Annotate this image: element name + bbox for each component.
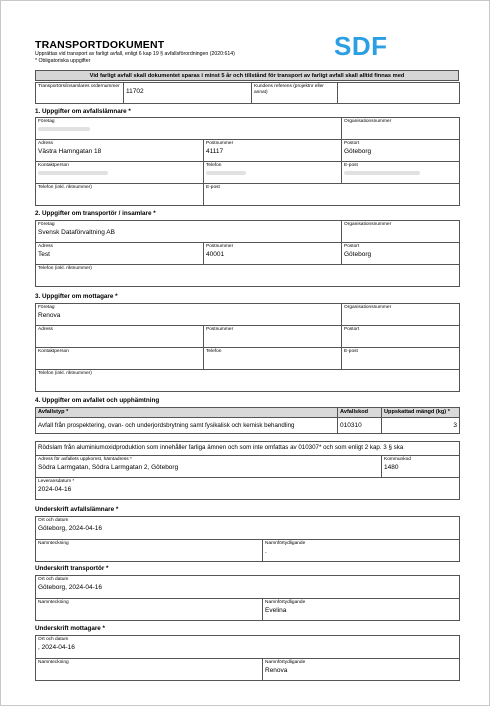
retention-banner: Vid farligt avfall skall dokumentet sparas i minst 5 år och tillstånd för transport av farligt avfall skall alltid finnas med: [35, 70, 459, 81]
sig2-name-cell[interactable]: [263, 599, 460, 621]
redacted-mark: [38, 171, 108, 175]
sig1-sign-cell[interactable]: [36, 540, 263, 562]
s2-orgnr-label: Organisationsnummer: [344, 222, 392, 227]
s3-phone2-label: Telefon (inkl. riktnummer): [38, 371, 92, 376]
s1-contact-cell[interactable]: [36, 162, 204, 184]
s2-phone-label: Telefon (inkl. riktnummer): [38, 266, 92, 271]
sig3-name-cell[interactable]: [263, 659, 460, 681]
sig1-name-value: .: [265, 548, 267, 555]
kommun-cell[interactable]: [382, 456, 460, 478]
sig2-place-cell[interactable]: [36, 576, 460, 599]
waste-type-header: Avfallstyp *: [36, 408, 338, 418]
s2-phone-cell[interactable]: [36, 265, 460, 287]
s3-orgnr-label: Organisationsnummer: [344, 305, 392, 310]
waste-desc-value: Avfall från prospektering, ovan- och underjordsbrytning samt fysikalisk och kemisk behandling: [38, 422, 295, 429]
sig3-place-value: , 2024-04-16: [38, 644, 75, 651]
sig2-name-value: Evelina: [265, 607, 287, 614]
s1-orgnr-cell[interactable]: [342, 118, 460, 140]
sig3-sign-label: Namnteckning: [38, 660, 69, 665]
s1-phone-label: Telefon: [206, 163, 222, 168]
waste-code-cell[interactable]: [338, 418, 382, 434]
delivery-date-cell[interactable]: [36, 478, 460, 500]
kommun-value: 1480: [384, 464, 399, 471]
redacted-mark: [38, 127, 90, 131]
s2-postnr-value: 40001: [206, 251, 225, 258]
waste-code-value: 010310: [340, 422, 362, 429]
sig1-sign-label: Namnteckning: [38, 541, 69, 546]
section-1-table: [35, 117, 460, 206]
pickup-address-label: Adress för avfallets uppkomst, hämtadress *: [38, 457, 132, 462]
s1-company-label: Företag: [38, 119, 55, 124]
s1-company-value: [38, 125, 339, 134]
waste-qty-value: 3: [453, 422, 457, 429]
s2-ort-cell[interactable]: [342, 243, 460, 265]
sig2-name-label: Namnförtydligande: [265, 600, 306, 605]
s2-company-label: Företag: [38, 222, 55, 227]
s1-address-cell[interactable]: [36, 140, 204, 162]
delivery-date-label: Leveransdatum *: [38, 479, 75, 484]
sig2-title: Underskrift transportör *: [35, 565, 109, 572]
s1-email2-label: E-post: [206, 185, 220, 190]
redacted-mark: [344, 171, 420, 175]
s2-postnr-label: Postnummer: [206, 244, 234, 249]
sig3-name-value: Renova: [265, 667, 288, 674]
s1-postnr-value: 41117: [206, 148, 224, 155]
pickup-address-cell[interactable]: [36, 456, 382, 478]
s2-address-cell[interactable]: [36, 243, 204, 265]
s2-address-value: Test: [38, 251, 50, 258]
s3-ort-cell[interactable]: [342, 326, 460, 348]
sig3-sign-cell[interactable]: [36, 659, 263, 681]
section-2-table: [35, 220, 460, 287]
waste-note-value: Rödslam från aluminiumoxidproduktion som innehåller farliga ämnen och som inte omfattas av 010307* och som enligt 2 kap. 3 § ska: [38, 444, 404, 451]
reference-label: Kundens referens (projektnr eller annat): [254, 84, 324, 95]
s3-company-label: Företag: [38, 305, 55, 310]
s1-email-label: E-post: [344, 163, 358, 168]
waste-table: [35, 407, 460, 434]
s2-orgnr-cell[interactable]: [342, 221, 460, 243]
s3-company-value: Renova: [38, 312, 61, 319]
sig2-sign-label: Namnteckning: [38, 600, 69, 605]
sig2-place-value: Göteborg, 2024-04-16: [38, 584, 102, 591]
s1-postnr-cell[interactable]: [204, 140, 342, 162]
s3-contact-cell[interactable]: [36, 348, 204, 370]
s3-postnr-label: Postnummer: [206, 327, 234, 332]
waste-desc-cell[interactable]: [36, 418, 338, 434]
s1-postnr-label: Postnummer: [206, 141, 234, 146]
s1-orgnr-label: Organisationsnummer: [344, 119, 392, 124]
s1-phone-value: [206, 169, 339, 178]
reference-value-cell[interactable]: [338, 83, 460, 104]
s2-ort-value: Göteborg: [344, 251, 372, 258]
section-3-title: 3. Uppgifter om mottagare *: [35, 293, 118, 300]
sig3-table: [35, 635, 460, 681]
s3-ort-label: Postort: [344, 327, 360, 332]
sig3-place-cell[interactable]: [36, 636, 460, 659]
order-label-cell: [36, 83, 124, 104]
sig3-title: Underskrift mottagare *: [35, 625, 105, 632]
s1-phone2-label: Telefon (inkl. riktnummer): [38, 185, 92, 190]
waste-qty-header: Uppskattad mängd (kg) *: [382, 408, 460, 418]
s3-contact-label: Kontaktperson: [38, 349, 69, 354]
s3-orgnr-cell[interactable]: [342, 304, 460, 326]
s2-address-label: Adress: [38, 244, 53, 249]
s2-ort-label: Postort: [344, 244, 360, 249]
s3-email-label: E-post: [344, 349, 358, 354]
sig1-name-cell[interactable]: [263, 540, 460, 562]
waste-qty-cell[interactable]: [382, 418, 460, 434]
document-title: TRANSPORTDOKUMENT: [35, 39, 165, 51]
sig2-sign-cell[interactable]: [36, 599, 263, 621]
s3-company-cell[interactable]: [36, 304, 342, 326]
s1-contact-value: [38, 169, 201, 178]
s1-ort-label: Postort: [344, 141, 360, 146]
s3-address-cell[interactable]: [36, 326, 204, 348]
s1-ort-value: Göteborg: [344, 148, 372, 155]
s1-contact-label: Kontaktperson: [38, 163, 69, 168]
delivery-date-value: 2024-04-16: [38, 486, 72, 493]
s2-postnr-cell[interactable]: [204, 243, 342, 265]
s2-company-value: Svensk Dataförvaltning AB: [38, 229, 115, 236]
s3-phone-label: Telefon: [206, 349, 222, 354]
s1-address-label: Adress: [38, 141, 53, 146]
s2-company-cell[interactable]: [36, 221, 342, 243]
order-label: Transportörs/insamlares ordernummer: [38, 84, 120, 89]
section-1-title: 1. Uppgifter om avfallslämnare *: [35, 108, 131, 115]
s1-email-cell[interactable]: [342, 162, 460, 184]
s1-phone2-cell[interactable]: [36, 184, 204, 206]
sig1-table: [35, 516, 460, 562]
sig1-place-cell[interactable]: [36, 517, 460, 540]
s3-phone-cell[interactable]: [204, 348, 342, 370]
sig1-name-label: Namnförtydligande: [265, 541, 306, 546]
sig3-name-label: Namnförtydligande: [265, 660, 306, 665]
sig1-place-value: Göteborg, 2024-04-16: [38, 525, 102, 532]
order-table: [35, 82, 460, 104]
s1-company-cell[interactable]: [36, 118, 342, 140]
s1-email-value: [344, 169, 457, 178]
reference-label-cell: [252, 83, 338, 104]
order-value: 11702: [126, 88, 144, 95]
s3-phone2-cell[interactable]: [36, 370, 460, 392]
order-value-cell[interactable]: [124, 83, 252, 104]
s1-phone-cell[interactable]: [204, 162, 342, 184]
section-3-table: [35, 303, 460, 392]
s3-address-label: Adress: [38, 327, 53, 332]
s3-email-cell[interactable]: [342, 348, 460, 370]
waste-note-cell[interactable]: [36, 442, 460, 456]
s1-address-value: Västra Hamngatan 18: [38, 148, 102, 155]
sig2-table: [35, 575, 460, 621]
waste-detail-table: [35, 441, 460, 500]
sig1-place-label: Ort och datum: [38, 518, 69, 523]
required-note: * Obligatoriska uppgifter: [35, 58, 91, 64]
s1-ort-cell[interactable]: [342, 140, 460, 162]
section-2-title: 2. Uppgifter om transportör / insamlare *: [35, 210, 156, 217]
document-subtitle: Upprättas vid transport av farligt avfall, enligt 6 kap 19 § avfallsförordningen (2020:614): [35, 51, 235, 57]
sig2-place-label: Ort och datum: [38, 577, 69, 582]
waste-code-header: Avfallskod: [338, 408, 382, 418]
redacted-mark: [206, 171, 246, 175]
kommun-label: Kommunkod: [384, 457, 411, 462]
s1-email2-cell[interactable]: [204, 184, 460, 206]
sig3-place-label: Ort och datum: [38, 637, 69, 642]
s3-postnr-cell[interactable]: [204, 326, 342, 348]
section-4-title: 4. Uppgifter om avfallet och upphämtning: [35, 397, 160, 404]
pickup-address-value: Södra Larmgatan, Södra Larmgatan 2, Göteborg: [38, 464, 179, 471]
sdf-logo: SDF: [334, 31, 388, 61]
sig1-title: Underskrift avfallslämnare *: [35, 506, 119, 513]
